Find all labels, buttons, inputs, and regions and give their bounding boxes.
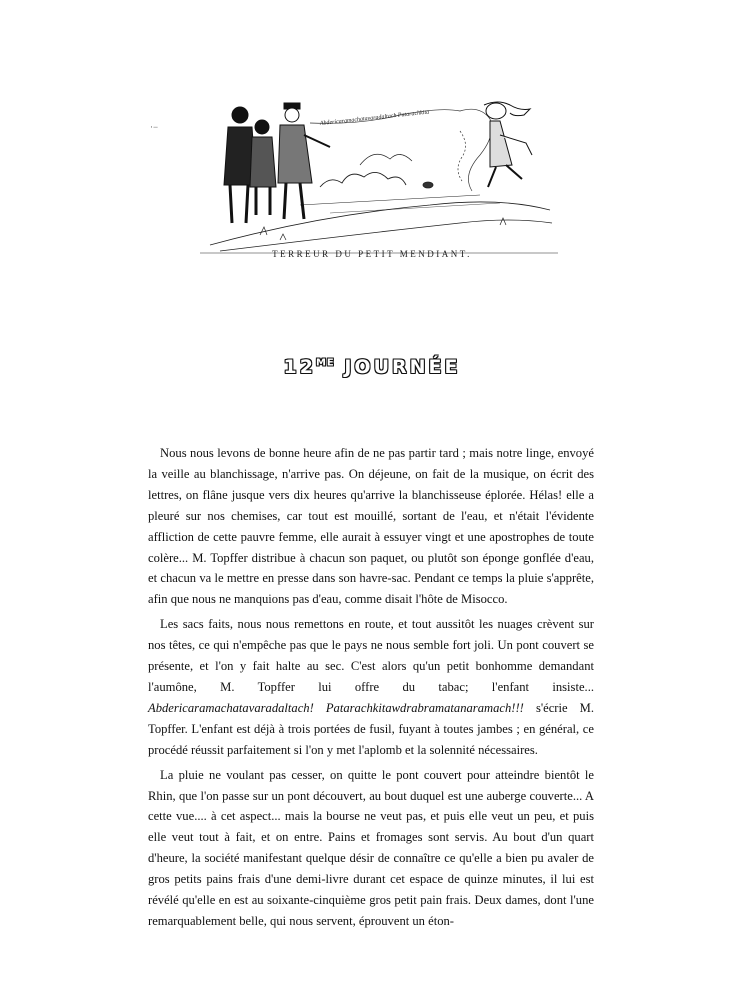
body-text <box>148 443 594 932</box>
paragraph-2-start: Les sacs faits, nous nous remettons en route, et tout aussitôt les nuages crèvent sur nos têtes, ce qui n'empêche pas que le pays ne nous semble fort joli. Un pont couvert se présente, et l'on y fait halte au sec. C'est alors qu'un petit bonhomme demandant l'aumône, M. Topffer lui offre du tabac; l'enfant insiste... <box>148 617 594 694</box>
chapter-title: JOURNÉE <box>344 356 461 378</box>
chapter-heading <box>0 356 744 378</box>
paragraph-2-exclamation: Abdericaramachatavaradaltach! Patarachkitawdrabramatanaramach!!! <box>148 700 524 715</box>
paragraph-3: La pluie ne voulant pas cesser, on quitte le pont couvert pour atteindre bientôt le Rhin, que l'on passe sur un pont découvert, au bout duquel est une auberge couverte... A cette vue.... à cet aspect... mais la bourse ne veut pas, et puis elle veut un peu, et puis elle veut tout à fait, et on entre. Pains et fromages sont servis. Au bout d'un quart d'heure, la société manifestant quelque désir de connaître ce qu'elle a bien pu avaler de gros petits pains frais d'une demi-livre durant cet espace de quinze minutes, il lui est révélé qu'elle en est au soixante-cinquième gros petit pain frais. Deux dames, dont l'une remarquablement belle, qui nous servent, éprouvent un éton- <box>148 767 594 928</box>
margin-mark: ·− <box>150 122 159 132</box>
paragraph-2 <box>148 614 594 760</box>
chapter-number-suffix: ME <box>315 357 335 369</box>
men-figures <box>224 103 330 223</box>
paragraph-2-end: s'écrie M. Topffer. L'enfant est déjà à trois portées de fusil, fuyant à toutes jambes ; en général, ce procédé réussit parfaitement si l'on y met l'aplomb et la solennité nécessaires. <box>148 700 594 757</box>
shout-text: Abdericaramachatavaradaltach Patarachkita <box>319 109 430 127</box>
paragraph-1: Nous nous levons de bonne heure afin de ne pas partir tard ; mais notre linge, envoyé la veille au blanchissage, n'arrive pas. On déjeune, on fait de la musique, on écrit des lettres, on flâne jusque vers dix heures qu'arrive la blanchisseuse éplorée. Hélas! elle a pleuré sur nos chemises, car tout est mouillé, sortant de l'eau, et n'était l'évidente affliction de cette pauvre femme, elle aurait à essuyer vingt et une apostrophes de toute colère... M. Topffer distribue à chacun son paquet, ou plutôt son éponge gonflée d'eau, et chacun va le mettre en presse dans son havre-sac. Pendant ce temps la pluie s'apprête, afin que nous ne manquions pas d'eau, comme disait l'hôte de Misocco. <box>148 446 594 607</box>
chapter-number: 12 <box>283 356 316 378</box>
engraving-illustration <box>200 95 558 255</box>
illustration-caption: TERREUR DU PETIT MENDIANT. <box>272 249 472 259</box>
fleeing-child-figure <box>484 102 532 187</box>
